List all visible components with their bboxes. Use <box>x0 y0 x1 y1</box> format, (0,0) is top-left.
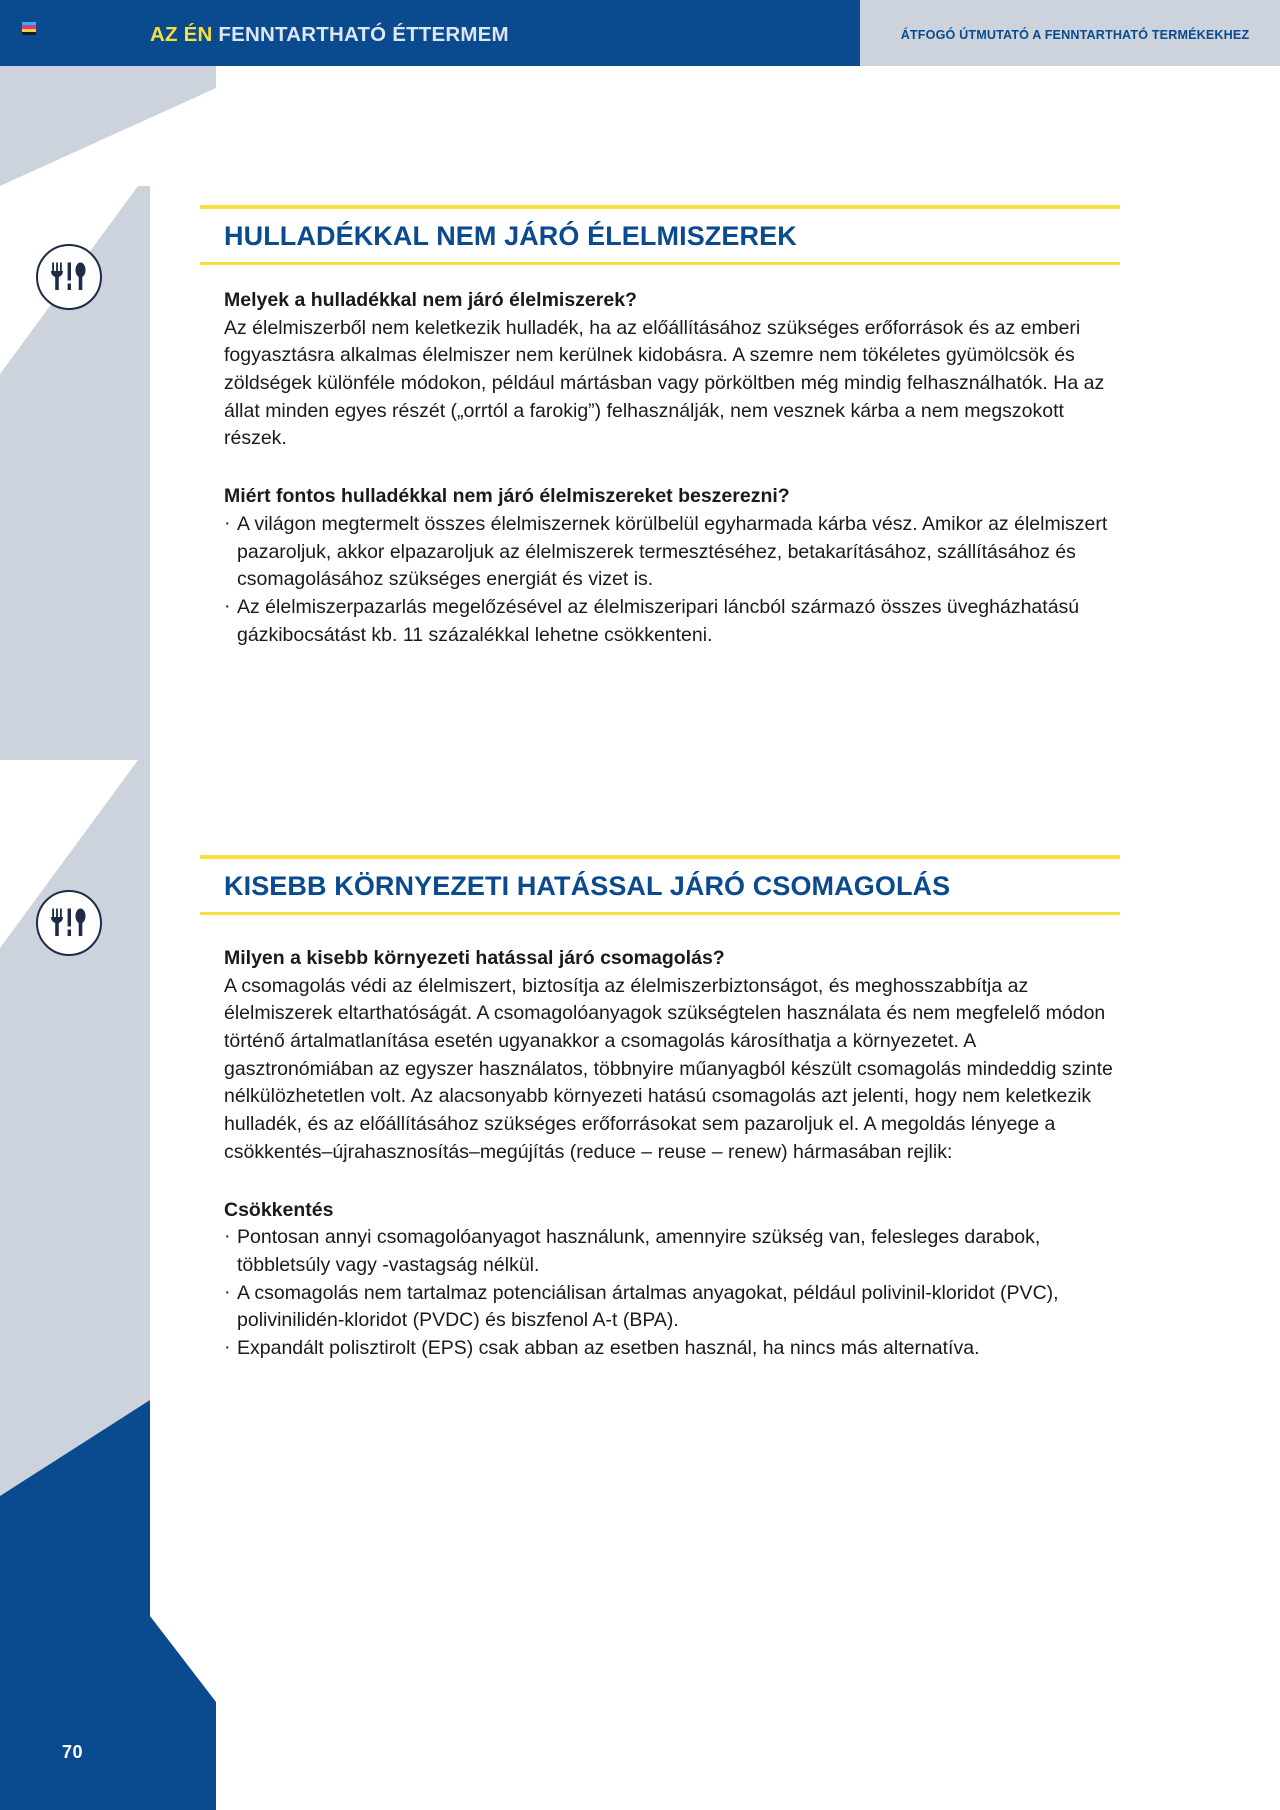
subheading: Csökkentés <box>224 1198 334 1221</box>
cmyk-color-bar-logo <box>22 22 36 35</box>
page-number: 70 <box>62 1742 84 1762</box>
header-subtitle: ÁTFOGÓ ÚTMUTATÓ A FENNTARTHATÓ TERMÉKEKHEZ <box>900 28 1250 42</box>
section-lower-impact-packaging <box>200 855 1120 1363</box>
header-title-rest: FENNTARTHATÓ ÉTTERMEM <box>218 23 509 46</box>
paragraph: Az élelmiszerből nem keletkezik hulladék, ha az előállításához szükséges erőforrások és az emberi fogyasztásra alkalmas élelmiszer nem kerülnek kidobásra. A szemre nem tökéletes gyümölcsök és zöldségek különféle módokon, például mártásban vagy pörköltben még mindig felhasználhatók. Ha az állat minden egyes részét („orrtól a farokig”) felhasználják, nem vesznek kárba a nem megszokott részek. <box>224 316 1105 450</box>
list-item: · A világon megtermelt összes élelmiszernek körülbelül egyharmada kárba vész. Amikor az élelmiszert pazaroljuk, akkor elpazaroljuk az élelmiszerek termesztéséhez, betakarításához, szállításához és csomagolásához szükséges energiát és vizet is. <box>224 511 1120 594</box>
list-item: · Az élelmiszerpazarlás megelőzésével az élelmiszeripari láncból származó összes üvegházhatású gázkibocsátást kb. 11 százalékkal lehetne csökkenteni. <box>224 594 1120 649</box>
question-heading: Melyek a hulladékkal nem járó élelmiszerek? <box>224 289 637 311</box>
list-item: · A csomagolás nem tartalmaz potenciálisan ártalmas anyagokat, például polivinil-kloridot (PVC), polivinilidén-kloridot (PVDC) és biszfenol A-t (BPA). <box>224 1280 1120 1335</box>
page-header <box>0 0 1280 66</box>
list-item: · Pontosan annyi csomagolóanyagot használunk, amennyire szükség van, felesleges darabok, többletsúly vagy -vastagság nélkül. <box>224 1224 1120 1279</box>
section-title: HULLADÉKKAL NEM JÁRÓ ÉLELMISZEREK <box>224 221 797 251</box>
bullet-list <box>224 511 1120 649</box>
section-title: KISEBB KÖRNYEZETI HATÁSSAL JÁRÓ CSOMAGOLÁS <box>224 871 951 901</box>
paragraph: A csomagolás védi az élelmiszert, biztosítja az élelmiszerbiztonságot, és meghosszabbítja az élelmiszerek eltarthatóságát. A csomagolóanyagok szükségtelen használata és nem megfelelő módon történő ártalmatlanítása esetén ugyanakkor a csomagolás károsíthatja a környezetet. A gasztronómiában az egyszer használatos, többnyire műanyagból készült csomagolás mindeddig szinte nélkülözhetetlen volt. Az alacsonyabb környezeti hatású csomagolás azt jelenti, hogy nem keletkezik hulladék, és az előállításához szükséges erőforrásokat sem pazaroljuk el. A megoldás lényege a csökkentés–újrahasznosítás–megújítás (reduce – reuse – renew) hármasában rejlik: <box>224 974 1113 1163</box>
rail-top-grey-shape <box>0 66 216 186</box>
section-body <box>200 265 1120 649</box>
header-title <box>150 23 509 47</box>
question-heading: Milyen a kisebb környezeti hatással járó csomagolás? <box>224 947 725 969</box>
bullet-list <box>224 1224 1120 1362</box>
question-heading: Miért fontos hulladékkal nem járó élelmiszereket beszerezni? <box>224 485 790 508</box>
header-title-highlight: AZ ÉN <box>150 23 213 46</box>
cutlery-circle-icon <box>36 890 102 956</box>
rail-blue-footer <box>0 1616 216 1810</box>
section-body <box>200 915 1120 1363</box>
cutlery-circle-icon <box>36 244 102 310</box>
list-item: · Expandált polisztirolt (EPS) csak abban az esetben használ, ha nincs más alternatíva. <box>224 1335 1120 1363</box>
section-zero-waste-food <box>200 205 1120 649</box>
